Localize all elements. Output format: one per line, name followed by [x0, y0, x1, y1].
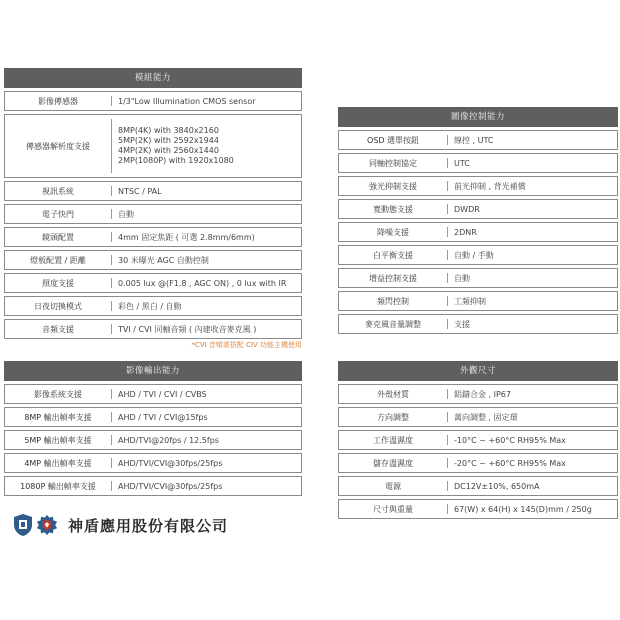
spec-value: 2DNR [454, 227, 477, 237]
image-control-panel [338, 107, 618, 334]
spec-label: 5MP 輸出幀率支援 [24, 435, 92, 445]
spec-row [4, 296, 302, 316]
spec-row [4, 430, 302, 450]
spec-value: 彩色 / 黑白 / 自動 [118, 301, 182, 311]
spec-value: -20°C ~ +60°C RH95% Max [454, 458, 566, 468]
spec-row [4, 250, 302, 270]
image-control-header: 圖像控制能力 [338, 107, 618, 127]
spec-value: 自動 / 手動 [454, 250, 494, 260]
spec-label: 頻閃控制 [377, 296, 409, 306]
spec-label: 降噪支援 [377, 227, 409, 237]
spec-row [4, 114, 302, 178]
spec-label: 外殼材質 [377, 389, 409, 399]
video-output-rows [4, 384, 302, 496]
spec-row [4, 476, 302, 496]
spec-row [338, 453, 618, 473]
spec-label: 增益控制支援 [369, 273, 417, 283]
appearance-panel [338, 361, 618, 519]
spec-value: 前光抑制 , 背光補償 [454, 181, 526, 191]
spec-label: 鏡頭配置 [42, 232, 74, 242]
spec-row [4, 407, 302, 427]
spec-row [4, 204, 302, 224]
spec-value: 工頻抑制 [454, 296, 486, 306]
spec-value: AHD/TVI/CVI@30fps/25fps [118, 458, 223, 468]
spec-label: 工作溫濕度 [373, 435, 413, 445]
spec-value: 4mm 固定焦距 ( 可選 2.8mm/6mm) [118, 232, 255, 242]
module-capabilities-panel [4, 68, 302, 349]
spec-label: 1080P 輸出幀率支援 [20, 481, 96, 491]
spec-value: 67(W) x 64(H) x 145(D)mm / 250g [454, 504, 592, 514]
spec-row [338, 476, 618, 496]
module-capabilities-header: 模組能力 [4, 68, 302, 88]
spec-row [338, 499, 618, 519]
spec-value: AHD/TVI@20fps / 12.5fps [118, 435, 219, 445]
spec-row [4, 273, 302, 293]
spec-value: -10°C ~ +60°C RH95% Max [454, 435, 566, 445]
spec-value: 8MP(4K) with 3840x2160 5MP(2K) with 2592x1944 4MP(2K) with 2560x1440 2MP(1080P) with 1920x1080 [118, 126, 234, 165]
spec-label: 電源 [385, 481, 401, 491]
spec-row [338, 245, 618, 265]
spec-label: 影像系統支援 [34, 389, 82, 399]
spec-row [338, 199, 618, 219]
spec-label: OSD 選單按鈕 [366, 135, 420, 145]
spec-label: 尺寸與重量 [373, 504, 413, 514]
spec-value: 30 米曝光 AGC 自動控制 [118, 255, 209, 265]
module-rows [4, 91, 302, 339]
spec-row [338, 268, 618, 288]
spec-row [4, 227, 302, 247]
spec-row [338, 384, 618, 404]
spec-row [338, 314, 618, 334]
spec-row [338, 130, 618, 150]
spec-label: 視訊系統 [42, 186, 74, 196]
spec-row [4, 453, 302, 473]
spec-value: 自動 [118, 209, 134, 219]
spec-row [338, 222, 618, 242]
spec-value: 鋁鑄合金 , IP67 [454, 389, 511, 399]
spec-value: 萬向調整 , 固定環 [454, 412, 518, 422]
spec-label: 白平衡支援 [373, 250, 413, 260]
spec-value: NTSC / PAL [118, 186, 162, 196]
spec-label: 麥克風音量調整 [365, 319, 421, 329]
spec-value: DWDR [454, 204, 480, 214]
spec-value: 1/3"Low Illumination CMOS sensor [118, 96, 256, 106]
appearance-header: 外觀尺寸 [338, 361, 618, 381]
spec-value: 自動 [454, 273, 470, 283]
spec-value: AHD / TVI / CVI / CVBS [118, 389, 207, 399]
company-logo [12, 513, 228, 537]
spec-value: TVI / CVI 同軸音頻 ( 內建收音麥克風 ) [118, 324, 257, 334]
spec-label: 寬動態支援 [373, 204, 413, 214]
spec-row [338, 430, 618, 450]
spec-row [4, 319, 302, 339]
spec-row [4, 384, 302, 404]
company-name: 神盾應用股份有限公司 [68, 516, 229, 535]
spec-label: 8MP 輸出幀率支援 [24, 412, 92, 422]
spec-row [338, 153, 618, 173]
spec-label: 音頻支援 [42, 324, 74, 334]
spec-label: 傳感器解析度支援 [26, 141, 90, 151]
spec-value: AHD/TVI/CVI@30fps/25fps [118, 481, 223, 491]
spec-label: 電子快門 [42, 209, 74, 219]
spec-label: 日夜切換模式 [34, 301, 82, 311]
shield-logo-icon [12, 513, 34, 537]
spec-value: 支援 [454, 319, 470, 329]
video-output-panel [4, 361, 302, 496]
spec-label: 影像傳感器 [38, 96, 78, 106]
audio-note: *CVI 音頻需搭配 CIV 功能主機使用 [191, 341, 302, 349]
appearance-rows [338, 384, 618, 519]
spec-label: 同軸控制協定 [369, 158, 417, 168]
image-control-rows [338, 130, 618, 334]
video-output-header: 影像輸出能力 [4, 361, 302, 381]
spec-value: DC12V±10%, 650mA [454, 481, 540, 491]
spec-value: 線控 , UTC [454, 135, 494, 145]
spec-label: 強光抑制支援 [369, 181, 417, 191]
gear-logo-icon [36, 513, 58, 537]
spec-value: UTC [454, 158, 470, 168]
spec-label: 燈板配置 / 距離 [30, 255, 86, 265]
spec-row [338, 407, 618, 427]
spec-label: 方向調整 [377, 412, 409, 422]
spec-label: 照度支援 [42, 278, 74, 288]
spec-row [338, 176, 618, 196]
spec-label: 4MP 輸出幀率支援 [24, 458, 92, 468]
spec-value: AHD / TVI / CVI@15fps [118, 412, 208, 422]
spec-row [4, 181, 302, 201]
spec-row [338, 291, 618, 311]
spec-row [4, 91, 302, 111]
spec-value: 0.005 lux @(F1.8 , AGC ON) , 0 lux with IR [118, 278, 287, 288]
spec-label: 儲存溫濕度 [373, 458, 413, 468]
